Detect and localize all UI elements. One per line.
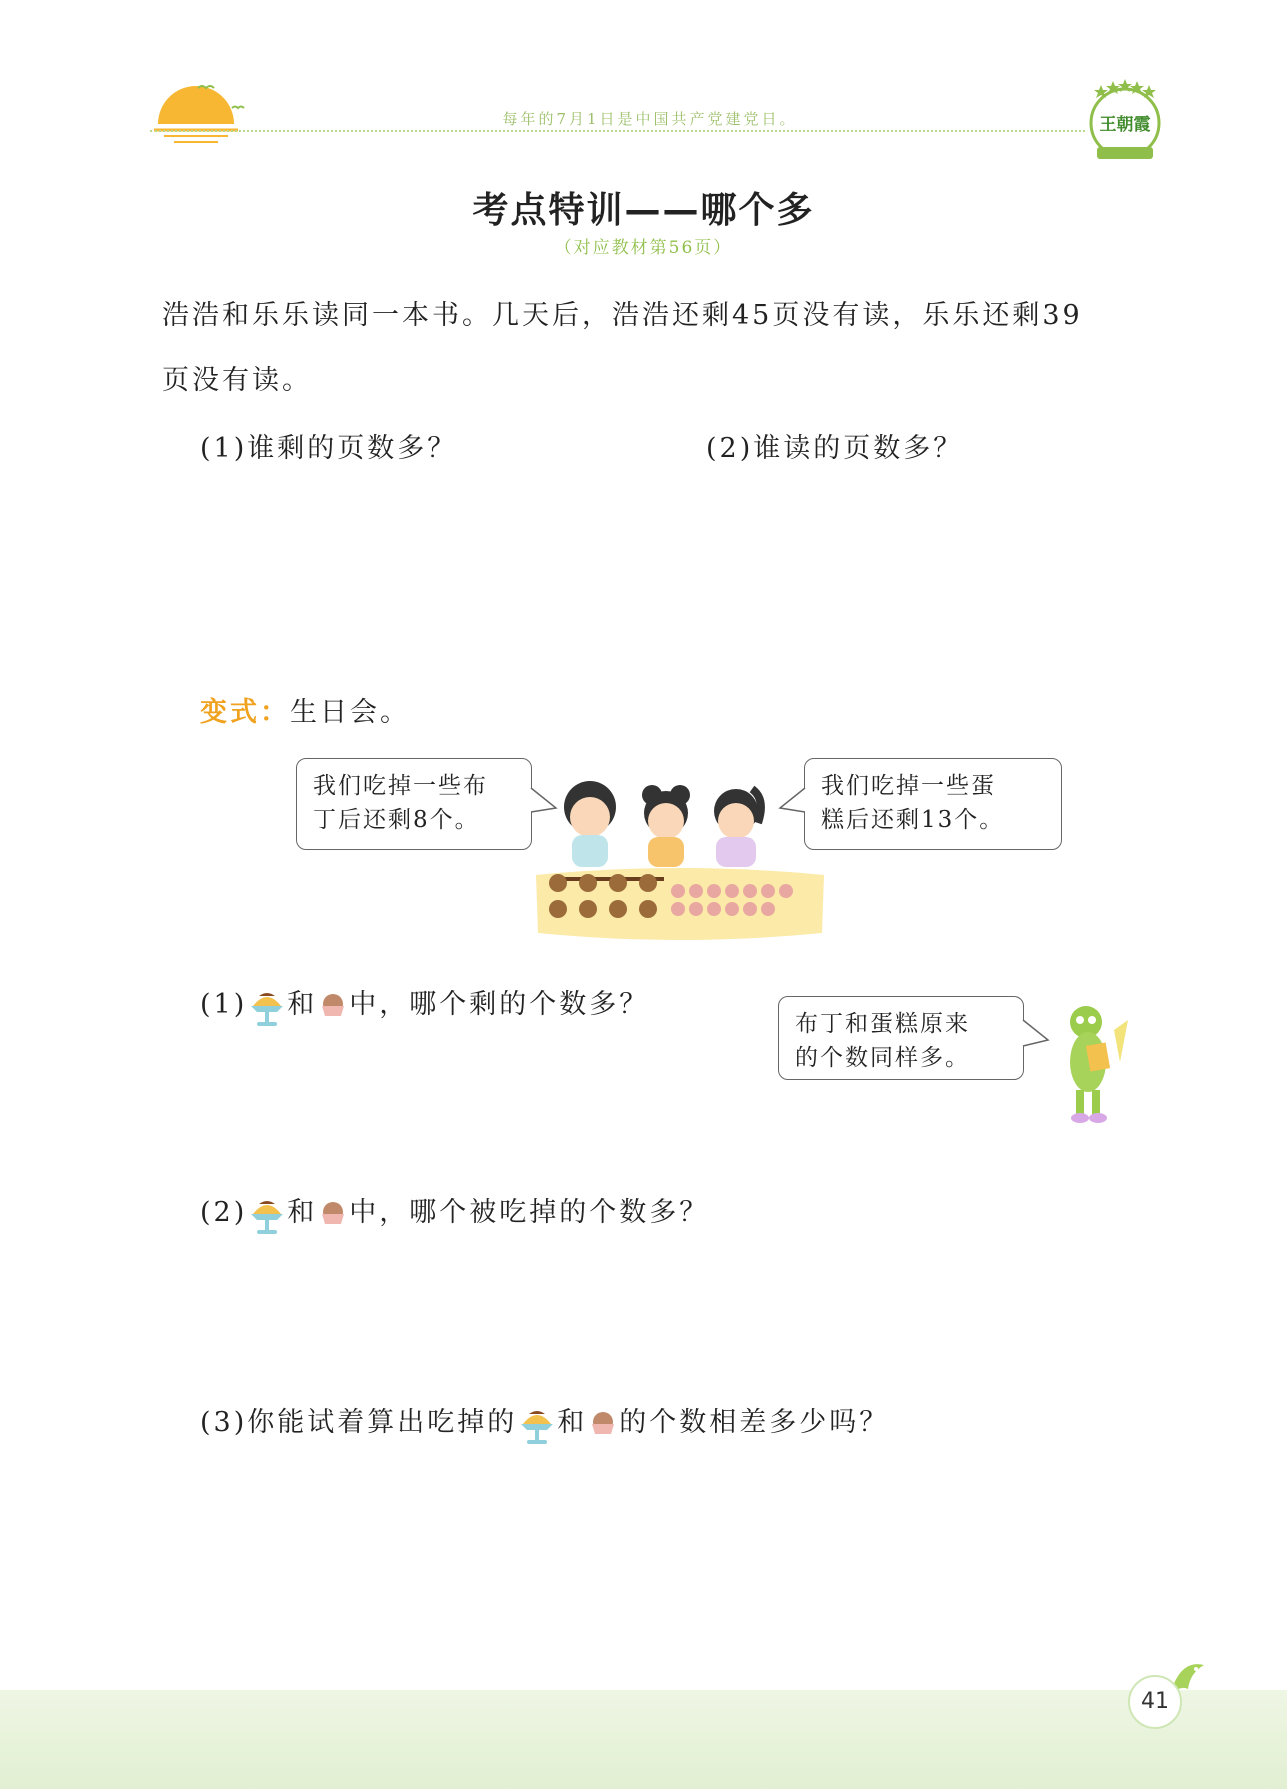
bubble-line: 丁后还剩8个。 bbox=[313, 807, 480, 833]
question-suffix: 中，哪个被吃掉的个数多？ bbox=[349, 1197, 710, 1228]
pudding-icon bbox=[247, 984, 287, 1028]
bubble-line: 的个数同样多。 bbox=[795, 1045, 970, 1071]
question-and: 和 bbox=[287, 989, 318, 1020]
publisher-logo-text: 王朝霞 bbox=[1099, 115, 1151, 135]
question-suffix: 的个数相差多少吗？ bbox=[619, 1407, 890, 1438]
variant-question-1 bbox=[200, 982, 649, 1028]
variant-question-3 bbox=[200, 1400, 889, 1446]
problem-line-1: 浩浩和乐乐读同一本书。几天后，浩浩还剩45页没有读，乐乐还剩39 bbox=[162, 300, 1083, 331]
problem-line-2: 页没有读。 bbox=[162, 365, 312, 396]
page-number: 41 bbox=[1128, 1675, 1182, 1729]
cake-icon bbox=[317, 1198, 349, 1230]
bubble-line: 我们吃掉一些蛋 bbox=[821, 773, 996, 799]
speech-bubble-cake bbox=[804, 758, 1062, 850]
question-suffix: 中，哪个剩的个数多？ bbox=[349, 989, 650, 1020]
question-prefix: (2) bbox=[200, 1197, 248, 1228]
bubble-line: 我们吃掉一些布 bbox=[313, 773, 488, 799]
question-and: 和 bbox=[287, 1197, 318, 1228]
bubble-line: 糕后还剩13个。 bbox=[821, 807, 1005, 833]
header-dotted-line bbox=[150, 130, 1085, 132]
problem-question-2: (2)谁读的页数多？ bbox=[706, 433, 964, 464]
speech-bubble-pudding bbox=[296, 758, 532, 850]
question-and: 和 bbox=[557, 1407, 588, 1438]
page-subtitle: （对应教材第56页） bbox=[554, 238, 733, 258]
children-party-illustration-icon bbox=[530, 765, 830, 947]
variant-label: 变式： bbox=[200, 697, 290, 728]
footer-band bbox=[0, 1690, 1287, 1789]
cake-icon bbox=[587, 1408, 619, 1440]
pudding-icon bbox=[517, 1402, 557, 1446]
pudding-icon bbox=[247, 1192, 287, 1236]
bubble-line: 布丁和蛋糕原来 bbox=[795, 1011, 970, 1037]
cake-icon bbox=[317, 990, 349, 1022]
mascot-character-icon bbox=[1058, 1000, 1138, 1130]
speech-bubble-hint bbox=[778, 996, 1024, 1080]
variant-question-2 bbox=[200, 1190, 709, 1236]
sun-decoration-icon bbox=[150, 78, 250, 153]
page-title: 考点特训——哪个多 bbox=[472, 190, 815, 231]
question-prefix: (1) bbox=[200, 989, 248, 1020]
bubble-tail-icon bbox=[1022, 1018, 1052, 1050]
header-motto: 每年的7月1日是中国共产党建党日。 bbox=[502, 110, 798, 128]
question-prefix: (3)你能试着算出吃掉的 bbox=[200, 1407, 518, 1438]
problem-question-1: (1)谁剩的页数多？ bbox=[200, 433, 458, 464]
variant-heading bbox=[200, 690, 410, 729]
variant-topic: 生日会。 bbox=[290, 697, 410, 728]
